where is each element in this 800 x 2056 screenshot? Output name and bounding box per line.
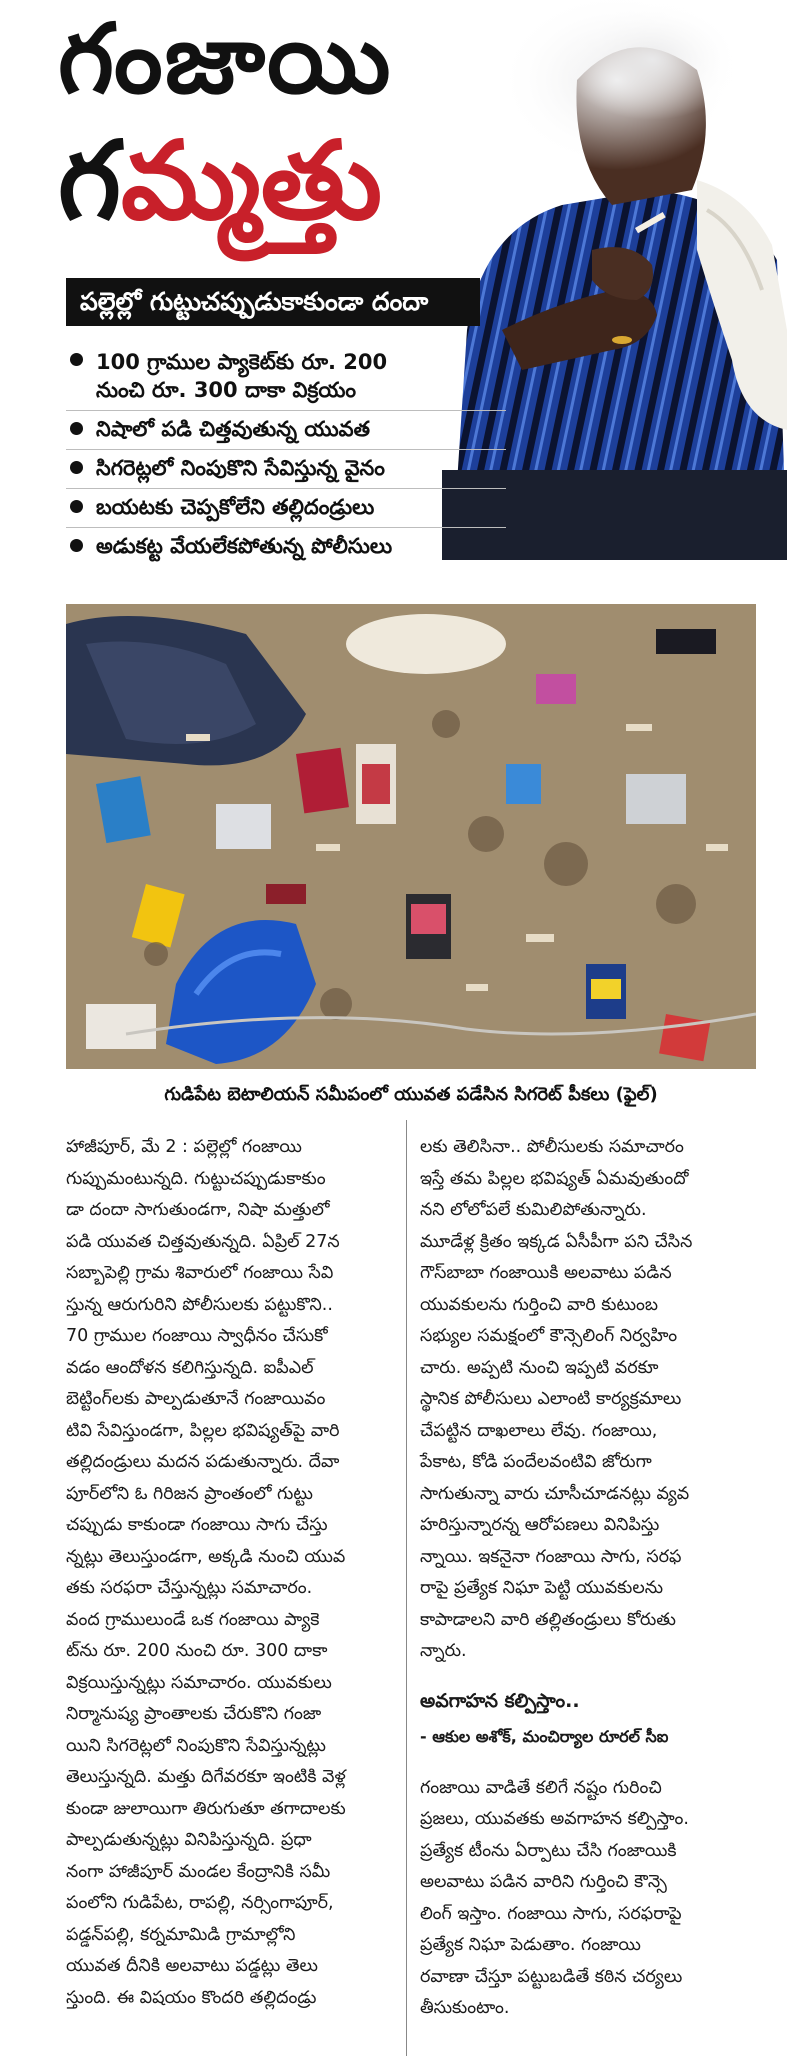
bullet-dot-icon — [70, 422, 83, 435]
bullet-text: సిగరెట్లలో నింపుకొని సేవిస్తున్న వైనం — [96, 456, 385, 480]
article-line: నంగా హాజీపూర్ మండల కేంద్రానికి సమీ — [66, 1861, 331, 1882]
article-line: టివి సేవిస్తుండగా, పిల్లల భవిష్యత్‌పై వారి — [66, 1420, 340, 1441]
article-line: పూర్‌లోని ఓ గిరిజన ప్రాంతంలో గుట్టు — [66, 1483, 313, 1504]
article-line: న్నారు. — [420, 1641, 467, 1661]
article-line: మూడేళ్ల క్రితం ఇక్కడ ఏసీపీగా పని చేసిన — [420, 1231, 693, 1252]
bullet-dot-icon — [70, 461, 83, 474]
bullet-dot-icon — [70, 353, 83, 366]
article-line: యువకులను గుర్తించి వారి కుటుంబ — [420, 1294, 659, 1315]
bullet-text: నుంచి రూ. 300 దాకా విక్రయం — [96, 378, 357, 402]
article-line: పాల్పడుతున్నట్లు వినిపిస్తున్నది. ప్రధా — [66, 1830, 312, 1850]
article-byline: - ఆకుల అశోక్, మంచిర్యాల రూరల్ సీఐ — [420, 1727, 669, 1746]
article-line: విక్రయిస్తున్నట్లు సమాచారం. యువకులు — [66, 1672, 332, 1693]
article-line: వంద గ్రాములుండే ఒక గంజాయి ప్యాకె — [66, 1609, 320, 1630]
cigarette-debris-photo — [66, 604, 756, 1069]
article-line: గంజాయి వాడితే కలిగే నష్టం గురించి — [420, 1777, 662, 1798]
article-line: హాజీపూర్, మే 2 : పల్లెల్లో గంజాయి — [66, 1137, 302, 1157]
article-line: చేపట్టిన దాఖలాలు లేవు. గంజాయి, — [420, 1420, 658, 1441]
article-line: హరిస్తున్నారన్న ఆరోపణలు వినిపిస్తు — [420, 1515, 660, 1535]
article-line: ఇస్తే తమ పిల్లల భవిష్యత్ ఏమవుతుందో — [420, 1168, 689, 1189]
article-line: పడి యువత చిత్తవుతున్నది. ఏప్రిల్ 27న — [66, 1231, 340, 1252]
article-line: చారు. అప్పటి నుంచి ఇప్పటి వరకూ — [420, 1357, 659, 1378]
article-line: సభ్యుల సమక్షంలో కౌన్సెలింగ్ నిర్వహిం — [420, 1326, 678, 1346]
article-line: సబ్బాపెల్లి గ్రామ శివారులో గంజాయి సేవి — [66, 1263, 334, 1283]
article-line: నని లోలోపలే కుమిలిపోతున్నారు. — [420, 1200, 647, 1220]
tagline-bar: పల్లెల్లో గుట్టుచప్పుడుకాకుండా దందా — [66, 278, 480, 326]
article-line: స్తుంది. ఈ విషయం కొందరి తల్లిదండ్రు — [66, 1987, 317, 2008]
article-line: న్నాయి. ఇకనైనా గంజాయి సాగు, సరఫ — [420, 1546, 682, 1567]
article-line: తెలుస్తున్నది. మత్తు దిగేవరకూ ఇంటికి వెళ్ల — [66, 1767, 346, 1787]
article-line: యిని సిగరెట్లలో నింపుకొని సేవిస్తున్నట్లు — [66, 1735, 326, 1756]
photo-caption: గుడిపేట బెటాలియన్ సమీపంలో యువత పడేసిన సిగరెట్ పీకలు (ఫైల్) — [164, 1084, 658, 1105]
bullet-list — [66, 342, 506, 566]
article-line: పేకాట, కోడి పందేలవంటివి జోరుగా — [420, 1452, 652, 1472]
headline-line2 — [58, 112, 382, 252]
headline-area — [0, 0, 800, 560]
article-line: నిర్మానుష్య ప్రాంతాలకు చేరుకొని గంజా — [66, 1704, 322, 1724]
bullet-item — [66, 450, 506, 489]
article-line: స్థానిక పోలీసులు ఎలాంటి కార్యక్రమాలు — [420, 1389, 682, 1409]
article-line: బెట్టింగ్‌లకు పాల్పడుతూనే గంజాయివం — [66, 1389, 326, 1409]
article-line: తల్లిదండ్రులు మదన పడుతున్నారు. దేవా — [66, 1452, 340, 1472]
headline-line2-prefix: గ — [58, 119, 121, 244]
headline-line1: గంజాయి — [58, 3, 393, 115]
bullet-item — [66, 342, 506, 411]
article-line: సాగుతున్నా వారు చూసీచూడనట్లు వ్యవ — [420, 1483, 690, 1504]
article-line: కుండా జులాయిగా తిరుగుతూ తగాదాలకు — [66, 1798, 346, 1819]
article-line: గౌస్‌బాబా గంజాయికి అలవాటు పడిన — [420, 1263, 672, 1283]
article-left-column — [66, 1132, 396, 2014]
article-line: వడం ఆందోళన కలిగిస్తున్నది. ఐపీఎల్ — [66, 1357, 314, 1378]
article-line: కాపాడాలని వారి తల్లితండ్రులు కోరుతు — [420, 1609, 676, 1630]
article-line: రవాణా చేస్తూ పట్టుబడితే కఠిన చర్యలు — [420, 1966, 683, 1987]
article-line: 70 గ్రాముల గంజాయి స్వాధీనం చేసుకో — [66, 1326, 328, 1346]
article-line: ట్‌ను రూ. 200 నుంచి రూ. 300 దాకా — [66, 1641, 328, 1661]
article-line: ప్రజలు, యువతకు అవగాహన కల్పిస్తాం. — [420, 1809, 689, 1829]
article-subhead: అవగాహన కల్పిస్తాం.. — [420, 1689, 580, 1712]
bullet-dot-icon — [70, 539, 83, 552]
column-divider — [406, 1120, 407, 2056]
article-line: స్తున్న ఆరుగురిని పోలీసులకు పట్టుకొని.. — [66, 1294, 333, 1315]
article-line: అలవాటు పడిన వారిని గుర్తించి కౌన్సె — [420, 1872, 667, 1892]
bullet-item — [66, 528, 506, 566]
article-line: న్నట్లు తెలుస్తుండగా, అక్కడి నుంచి యువ — [66, 1546, 346, 1567]
headline-line2-highlight: మ్మత్తు — [120, 119, 383, 244]
bullet-text: 100 గ్రాముల ప్యాకెట్‌కు రూ. 200 — [96, 350, 388, 374]
article-line: రాపై ప్రత్యేక నిఘా పెట్టి యువకులను — [420, 1578, 664, 1598]
article-line: లింగ్ ఇస్తాం. గంజాయి సాగు, సరఫరాపై — [420, 1903, 682, 1924]
article-right-column — [420, 1132, 760, 2025]
article-line: ప్రత్యేక టీంను ఏర్పాటు చేసి గంజాయికి — [420, 1840, 677, 1861]
article-line: డా దందా సాగుతుండగా, నిషా మత్తులో — [66, 1200, 330, 1220]
bullet-item — [66, 411, 506, 450]
article-line: ప్రత్యేక నిఘా పెడుతాం. గంజాయి — [420, 1935, 641, 1955]
bullet-item — [66, 489, 506, 528]
article-line: పంలోని గుడిపేట, రాపల్లి, నర్సింగాపూర్, — [66, 1893, 334, 1913]
article-line: గుప్పుమంటున్నది. గుట్టుచప్పుడుకాకుం — [66, 1168, 326, 1189]
bullet-text: నిషాలో పడి చిత్తవుతున్న యువత — [96, 417, 370, 441]
article-line: తీసుకుంటాం. — [420, 1998, 510, 2018]
bullet-text: బయటకు చెప్పకోలేని తల్లిదండ్రులు — [96, 495, 375, 519]
bullet-text: అడుకట్ట వేయలేకపోతున్న పోలీసులు — [96, 534, 393, 558]
article-line: చప్పుడు కాకుండా గంజాయి సాగు చేస్తు — [66, 1515, 328, 1535]
bullet-dot-icon — [70, 500, 83, 513]
article-line: యువత దీనికి అలవాటు పడ్డట్లు తెలు — [66, 1956, 318, 1976]
article-line: లకు తెలిసినా.. పోలీసులకు సమాచారం — [420, 1137, 684, 1157]
article-line: తకు సరఫరా చేస్తున్నట్లు సమాచారం. — [66, 1578, 313, 1598]
article-line: పడ్డన్‌పల్లి, కర్నమామిడి గ్రామాల్లోని — [66, 1924, 296, 1945]
